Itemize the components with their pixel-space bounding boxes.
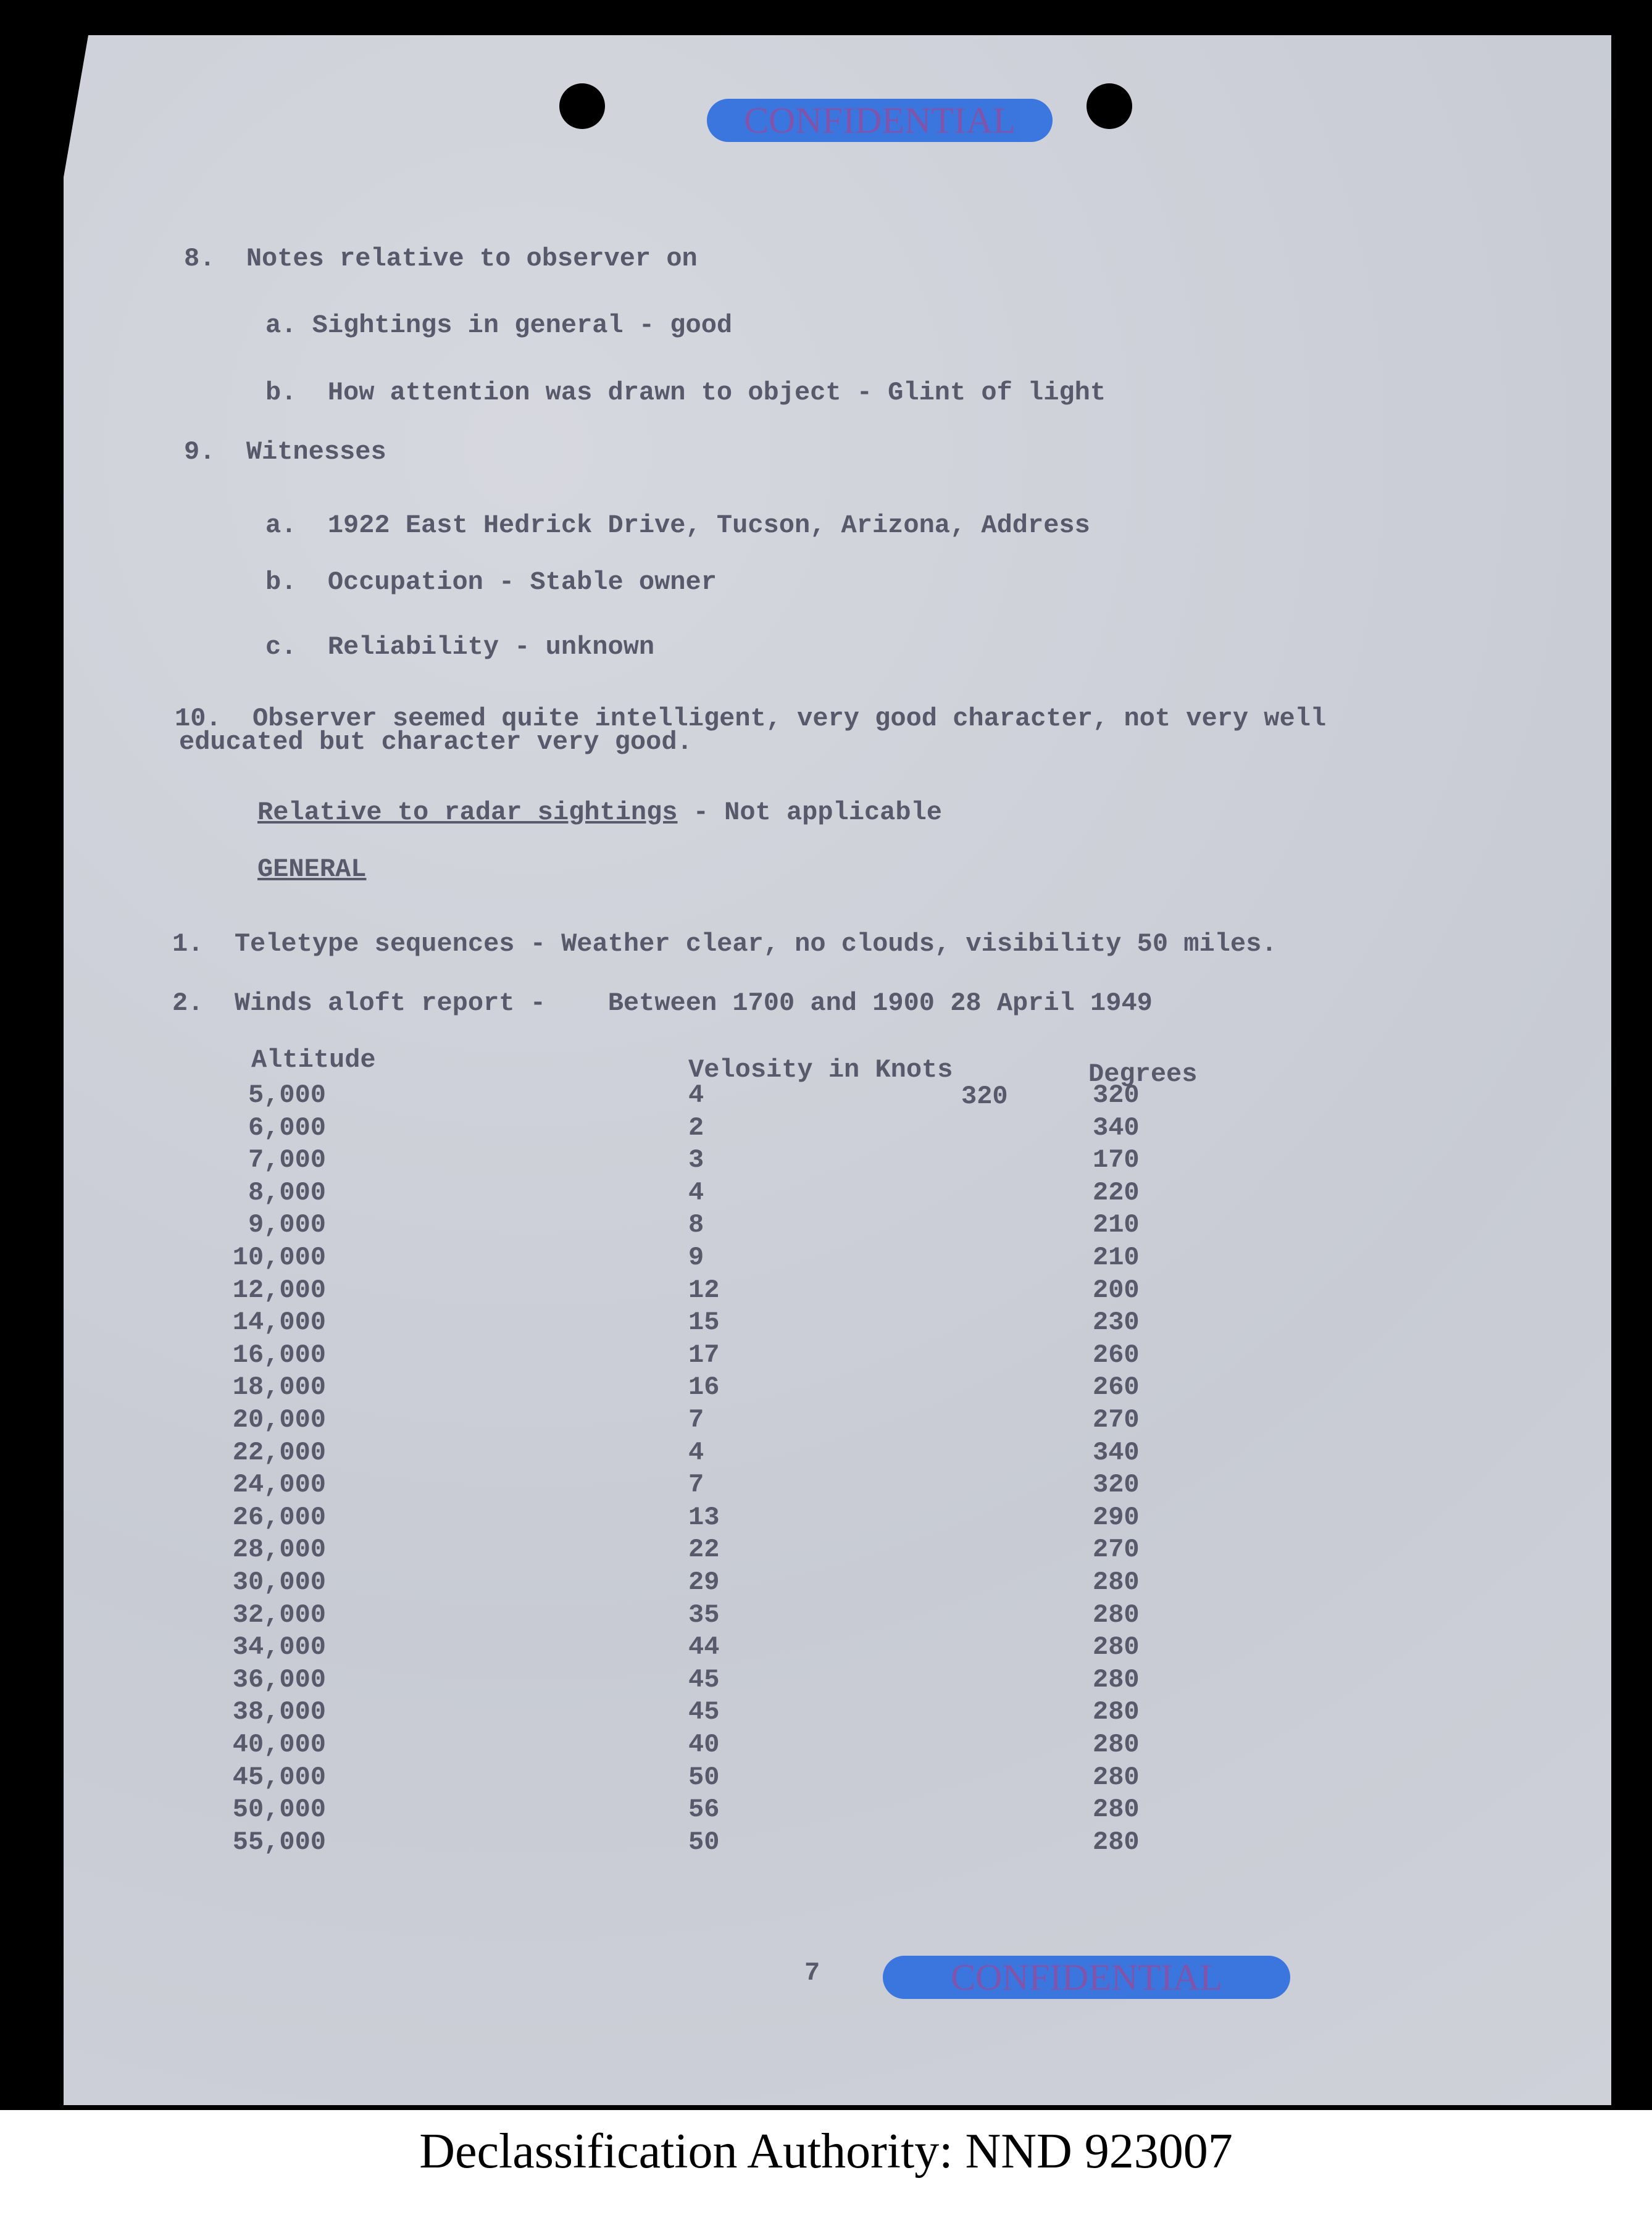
degrees-cell: 230: [1093, 1308, 1140, 1338]
torn-corner: [64, 35, 88, 177]
velocity-cell: 45: [688, 1697, 720, 1727]
punch-hole: [559, 83, 605, 129]
altitude-cell: 38,000: [232, 1697, 326, 1727]
altitude-cell: 32,000: [232, 1600, 326, 1630]
velocity-cell: 17: [688, 1340, 720, 1370]
general-heading: GENERAL: [257, 854, 367, 884]
altitude-cell: 40,000: [232, 1730, 326, 1759]
degrees-cell: 280: [1093, 1632, 1140, 1662]
degrees-cell: 280: [1093, 1697, 1140, 1727]
altitude-cell: 36,000: [232, 1664, 326, 1695]
degrees-cell: 280: [1093, 1664, 1140, 1695]
section-8a: a. Sightings in general - good: [265, 311, 733, 340]
degrees-cell: 280: [1093, 1600, 1140, 1630]
degrees-cell: 280: [1093, 1762, 1140, 1792]
altitude-cell: 14,000: [232, 1308, 326, 1338]
degrees-cell: 340: [1093, 1437, 1140, 1467]
degrees-cell: 220: [1093, 1177, 1140, 1208]
degrees-cell: 280: [1093, 1827, 1140, 1857]
altitude-cell: 16,000: [232, 1340, 326, 1370]
degrees-cell: 320: [1093, 1080, 1140, 1110]
degrees-cell: 210: [1093, 1243, 1140, 1272]
degrees-cell: 290: [1093, 1502, 1140, 1532]
altitude-cell: 5,000: [248, 1080, 326, 1110]
altitude-cell: 10,000: [232, 1243, 326, 1272]
altitude-cell: 50,000: [232, 1795, 326, 1825]
velocity-cell: 9: [688, 1243, 704, 1272]
velocity-cell: 12: [688, 1275, 720, 1305]
section-9-heading: 9. Witnesses: [184, 437, 386, 467]
section-10-line1: 10. Observer seemed quite intelligent, very good character, not very well: [175, 704, 1327, 733]
altitude-cell: 34,000: [232, 1632, 326, 1662]
degrees-cell: 320: [1093, 1470, 1140, 1500]
degrees-cell: 280: [1093, 1730, 1140, 1759]
velocity-cell: 4: [688, 1177, 704, 1208]
degrees-cell: 170: [1093, 1145, 1140, 1175]
velocity-cell: 56: [688, 1795, 720, 1825]
velocity-cell: 13: [688, 1502, 720, 1532]
velocity-cell: 7: [688, 1405, 704, 1435]
general-item-2: 2. Winds aloft report - Between 1700 and 1900 28 April 1949: [172, 988, 1153, 1018]
section-10-line2: educated but character very good.: [179, 727, 693, 757]
velocity-cell: 50: [688, 1827, 720, 1857]
velocity-cell: 22: [688, 1535, 720, 1565]
velocity-cell: 15: [688, 1308, 720, 1338]
confidential-stamp-bottom: CONFIDENTIAL: [883, 1956, 1290, 1999]
altitude-cell: 28,000: [232, 1535, 326, 1565]
radar-line: [257, 798, 942, 827]
declassification-caption: Declassification Authority: NND 923007: [419, 2124, 1233, 2179]
degrees-cell: 260: [1093, 1372, 1140, 1403]
velocity-cell: 50: [688, 1762, 720, 1792]
velocity-cell: 16: [688, 1372, 720, 1403]
general-item-1: 1. Teletype sequences - Weather clear, no clouds, visibility 50 miles.: [172, 929, 1277, 959]
degrees-cell: 260: [1093, 1340, 1140, 1370]
altitude-cell: 26,000: [232, 1502, 326, 1532]
altitude-cell: 20,000: [232, 1405, 326, 1435]
velocity-cell: 8: [688, 1210, 704, 1240]
velocity-cell: 45: [688, 1664, 720, 1695]
velocity-cell: 40: [688, 1730, 720, 1759]
section-9c: c. Reliability - unknown: [265, 632, 655, 662]
altitude-header: Altitude: [251, 1045, 376, 1075]
altitude-cell: 30,000: [232, 1567, 326, 1597]
velocity-cell: 2: [688, 1112, 704, 1143]
altitude-cell: 9,000: [248, 1210, 326, 1240]
section-8b: b. How attention was drawn to object - Glint of light: [265, 378, 1106, 407]
degrees-cell: 340: [1093, 1112, 1140, 1143]
degrees-cell: 280: [1093, 1567, 1140, 1597]
degrees-cell: 200: [1093, 1275, 1140, 1305]
velocity-cell: 4: [688, 1437, 704, 1467]
confidential-stamp-top: CONFIDENTIAL: [707, 99, 1053, 142]
section-9b: b. Occupation - Stable owner: [265, 567, 717, 597]
velocity-cell: 4: [688, 1080, 704, 1110]
radar-label: Relative to radar sightings: [257, 798, 678, 827]
velocity-cell: 35: [688, 1600, 720, 1630]
altitude-cell: 55,000: [232, 1827, 326, 1857]
velocity-header: Velosity in Knots: [688, 1055, 953, 1085]
degrees-cell: 270: [1093, 1405, 1140, 1435]
degrees-cell: 280: [1093, 1795, 1140, 1825]
altitude-cell: 7,000: [248, 1145, 326, 1175]
stray-note: 320: [961, 1082, 1008, 1111]
altitude-cell: 22,000: [232, 1437, 326, 1467]
altitude-cell: 18,000: [232, 1372, 326, 1403]
section-8-heading: 8. Notes relative to observer on: [184, 244, 698, 273]
altitude-cell: 6,000: [248, 1112, 326, 1143]
degrees-header: Degrees: [1088, 1059, 1198, 1089]
punch-hole: [1087, 83, 1132, 129]
altitude-cell: 8,000: [248, 1177, 326, 1208]
radar-value: - Not applicable: [677, 798, 942, 827]
velocity-cell: 7: [688, 1470, 704, 1500]
velocity-cell: 44: [688, 1632, 720, 1662]
velocity-cell: 3: [688, 1145, 704, 1175]
page-number: 7: [804, 1958, 820, 1988]
velocity-cell: 29: [688, 1567, 720, 1597]
altitude-cell: 12,000: [232, 1275, 326, 1305]
altitude-cell: 24,000: [232, 1470, 326, 1500]
altitude-cell: 45,000: [232, 1762, 326, 1792]
degrees-cell: 270: [1093, 1535, 1140, 1565]
section-9a: a. 1922 East Hedrick Drive, Tucson, Arizona, Address: [265, 511, 1090, 540]
degrees-cell: 210: [1093, 1210, 1140, 1240]
